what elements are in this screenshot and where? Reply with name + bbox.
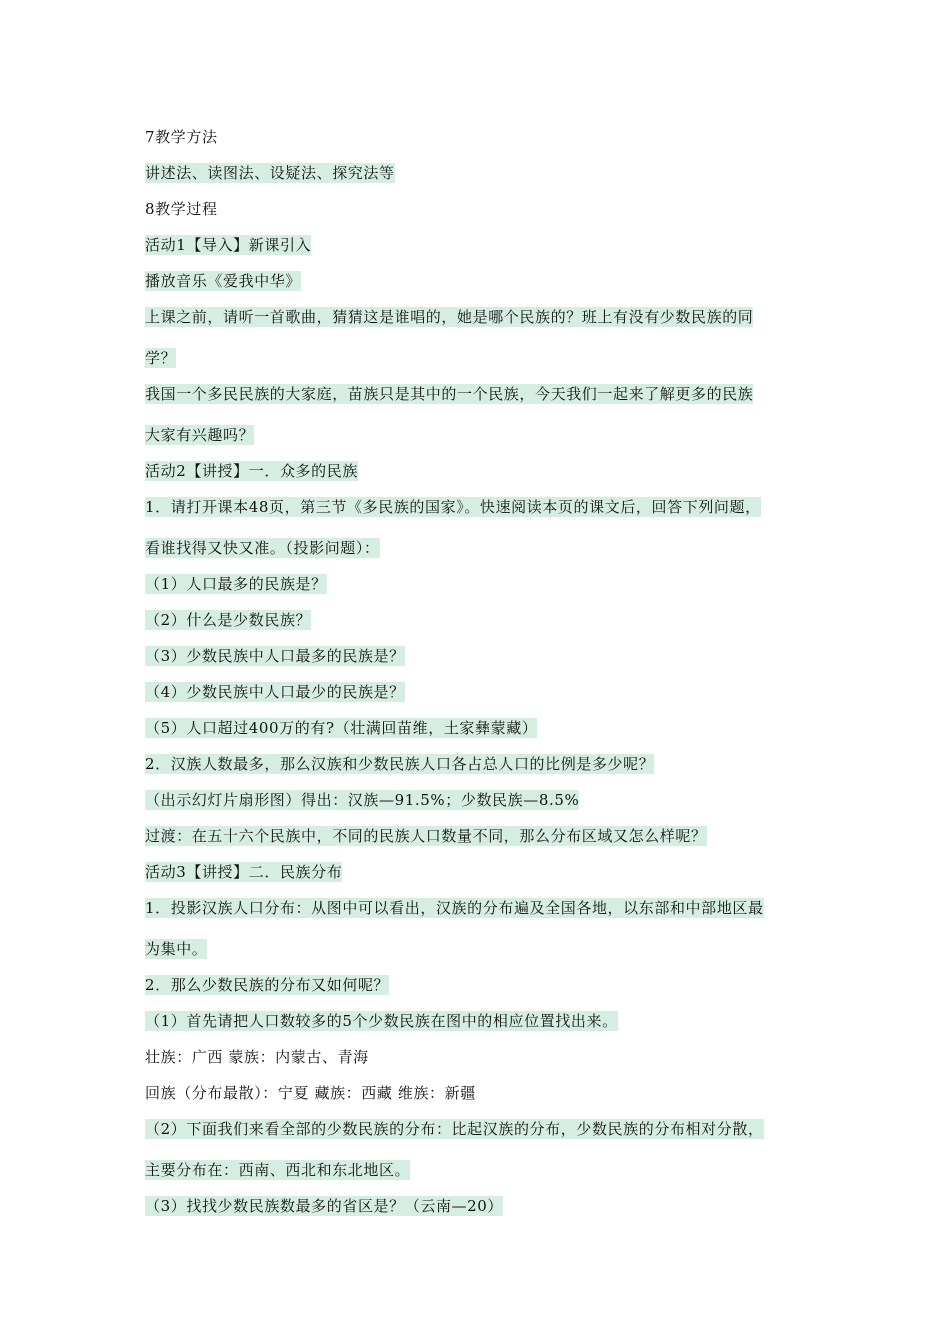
text-line [145,163,395,183]
highlighted-text: 过渡：在五十六个民族中，不同的民族人口数量不同，那么分布区域又怎么样呢？ [145,827,707,845]
highlighted-text: 1．投影汉族人口分布：从图中可以看出，汉族的分布遍及全国各地，以东部和中部地区最 [145,899,764,917]
text-line [145,1011,618,1031]
text-line [145,1047,369,1067]
highlighted-text: （1）首先请把人口数较多的5个少数民族在图中的相应位置找出来。 [145,1012,618,1030]
activity-heading [145,862,342,882]
highlighted-text: （4）少数民族中人口最少的民族是？ [145,683,405,701]
text-line [145,1160,410,1180]
text-line: 8教学过程 [145,200,218,218]
highlighted-text: （2）下面我们来看全部的少数民族的分布：比起汉族的分布，少数民族的分布相对分散， [145,1120,764,1138]
question-item [145,682,405,702]
highlighted-text: 2．那么少数民族的分布又如何呢？ [145,976,390,994]
text-line: 7教学方法 [145,128,218,146]
highlighted-text: 讲述法、读图法、设疑法、探究法等 [145,164,395,182]
highlighted-text: （出示幻灯片扇形图）得出：汉族—91.5%；少数民族—8.5% [145,791,580,809]
question-item [145,574,327,594]
text-line [145,975,389,995]
highlighted-text: 学？ [145,349,177,367]
text-line [145,790,579,810]
highlighted-text: 播放音乐《爱我中华》 [145,272,302,290]
highlighted-text: （2）什么是少数民族？ [145,611,312,629]
question-item [145,610,311,630]
question-item [145,718,537,738]
section-heading-teaching-process [145,199,218,219]
highlighted-text: （3）少数民族中人口最多的民族是？ [145,647,405,665]
text-line [145,1196,503,1216]
text-line [145,425,254,445]
highlighted-text: 上课之前，请听一首歌曲，猜猜这是谁唱的，她是哪个民族的？班上有没有少数民族的同 [145,308,754,326]
highlighted-text: 大家有兴趣吗？ [145,426,255,444]
highlighted-text: （3）找找少数民族数最多的省区是？（云南—20） [145,1197,504,1215]
text-line [145,939,207,959]
activity-heading [145,235,311,255]
highlighted-text: 主要分布在：西南、西北和东北地区。 [145,1161,411,1179]
text-line [145,1119,764,1139]
text-line [145,348,176,368]
highlighted-text: 活动2【讲授】一．众多的民族 [145,462,358,480]
text-line [145,538,380,558]
text-line-plain: 回族（分布最散）：宁夏 藏族：西藏 维族：新疆 [145,1084,476,1102]
activity-heading [145,461,358,481]
highlighted-text: 活动1【导入】新课引入 [145,236,312,254]
question-item [145,646,405,666]
highlighted-text: 2．汉族人数最多，那么汉族和少数民族人口各占总人口的比例是多少呢？ [145,755,655,773]
text-line-plain: 壮族：广西 蒙族：内蒙古、青海 [145,1048,369,1066]
text-line [145,271,301,291]
highlighted-text: 为集中。 [145,940,208,958]
highlighted-text: 看谁找得又快又准。（投影问题）： [145,539,380,557]
text-line [145,826,707,846]
text-line [145,898,764,918]
highlighted-text: （1）人口最多的民族是？ [145,575,327,593]
highlighted-text: （5）人口超过400万的有?（壮满回苗维，土家彝蒙藏） [145,719,538,737]
highlighted-text: 活动3【讲授】二．民族分布 [145,863,343,881]
section-heading-teaching-method [145,127,218,147]
highlighted-text: 1．请打开课本48页，第三节《多民族的国家》。快速阅读本页的课文后，回答下列问题， [145,498,761,516]
highlighted-text: 我国一个多民民族的大家庭，苗族只是其中的一个民族，今天我们一起来了解更多的民族 [145,385,754,403]
text-line [145,384,753,404]
text-line [145,497,761,517]
text-line [145,1083,476,1103]
text-line [145,307,753,327]
text-line [145,754,654,774]
